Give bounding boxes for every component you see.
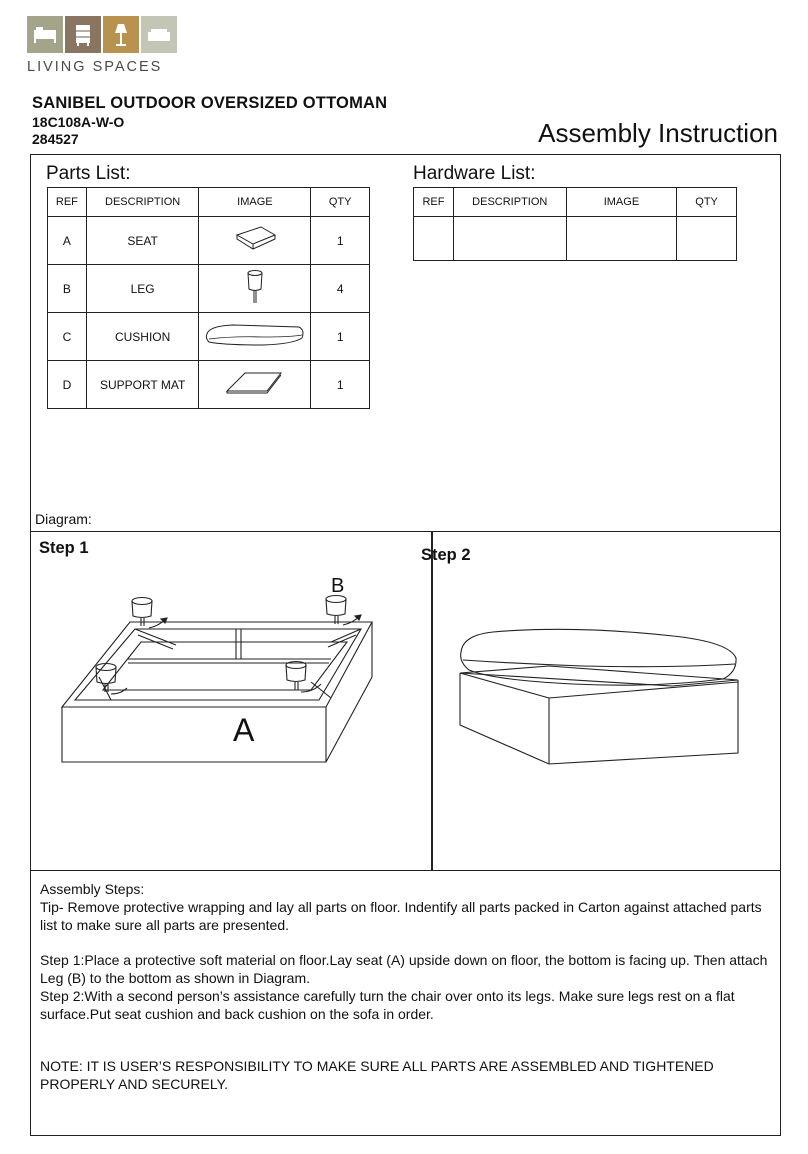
hardware-ref xyxy=(414,217,454,261)
leg-top-right xyxy=(326,596,361,626)
assembly-steps xyxy=(40,880,770,1093)
col-qty: QTY xyxy=(311,188,370,217)
step2-label: Step 2 xyxy=(421,546,471,564)
hardware-image xyxy=(566,217,677,261)
assembly-step1: Step 1:Place a protective soft material on floor.Lay seat (A) upside down on floor, the bottom is facing up. Then attach Leg (B) to the bottom as shown in Diagram. xyxy=(40,952,768,986)
document-title: Assembly Instruction xyxy=(538,118,778,148)
part-qty: 1 xyxy=(311,217,370,265)
part-image xyxy=(199,361,311,409)
step1-label: Step 1 xyxy=(39,539,89,557)
hardware-list-heading: Hardware List: xyxy=(413,163,536,184)
part-description: CUSHION xyxy=(86,313,199,361)
part-ref: D xyxy=(48,361,87,409)
logo-tile-lamp xyxy=(103,16,139,53)
assembly-heading: Assembly Steps: xyxy=(40,881,145,897)
part-qty: 1 xyxy=(311,313,370,361)
part-image xyxy=(199,265,311,313)
diagram-panel xyxy=(30,531,781,871)
col-description: DESCRIPTION xyxy=(86,188,199,217)
step1-illustration xyxy=(31,532,429,870)
part-description: LEG xyxy=(86,265,199,313)
assembly-note: NOTE: IT IS USER’S RESPONSIBILITY TO MAKE SURE ALL PARTS ARE ASSEMBLED AND TIGHTENED PROPERLY AND SECURELY. xyxy=(40,1058,714,1092)
col-ref: REF xyxy=(48,188,87,217)
hardware-qty xyxy=(677,217,737,261)
col-qty: QTY xyxy=(677,188,737,217)
logo-tile-sofa xyxy=(141,16,177,53)
brand-logo xyxy=(27,16,181,76)
hardware-list-table xyxy=(413,187,737,261)
part-description: SEAT xyxy=(86,217,199,265)
part-image xyxy=(199,313,311,361)
hardware-description xyxy=(453,217,566,261)
assembly-step2: Step 2:With a second person’s assistance carefully turn the chair over onto its legs. Make sure legs rest on a flat surface.Put seat cushion and back cushion on the sofa in order. xyxy=(40,988,735,1022)
lamp-icon xyxy=(110,22,132,48)
col-description: DESCRIPTION xyxy=(453,188,566,217)
col-ref: REF xyxy=(414,188,454,217)
parts-header-row xyxy=(48,188,370,217)
cushion-icon xyxy=(203,318,307,352)
parts-list-table xyxy=(47,187,370,409)
hardware-header-row xyxy=(414,188,737,217)
dresser-icon xyxy=(73,23,93,47)
table-row xyxy=(48,265,370,313)
table-row xyxy=(48,217,370,265)
table-row xyxy=(48,361,370,409)
leg-icon xyxy=(240,267,270,307)
col-image: IMAGE xyxy=(566,188,677,217)
sofa-icon xyxy=(146,26,172,44)
logo-tile-bed xyxy=(27,16,63,53)
callout-leg: B xyxy=(331,575,345,597)
part-image xyxy=(199,217,311,265)
part-qty: 1 xyxy=(311,361,370,409)
part-ref: C xyxy=(48,313,87,361)
product-title: SANIBEL OUTDOOR OVERSIZED OTTOMAN xyxy=(32,94,388,112)
product-item-number: 284527 xyxy=(32,131,79,147)
part-description: SUPPORT MAT xyxy=(86,361,199,409)
brand-name: LIVING SPACES xyxy=(27,59,163,75)
diagram-heading: Diagram: xyxy=(35,511,92,527)
part-ref: B xyxy=(48,265,87,313)
col-image: IMAGE xyxy=(199,188,311,217)
assembly-tip: Tip- Remove protective wrapping and lay all parts on floor. Indentify all parts packed in Carton against attached parts list to make sure all parts are presented. xyxy=(40,899,762,933)
seat-frame-icon xyxy=(225,223,285,255)
support-mat-icon xyxy=(223,368,287,398)
leg-top-left xyxy=(132,598,167,629)
callout-seat: A xyxy=(233,712,255,748)
logo-tile-dresser xyxy=(65,16,101,53)
leg-bottom-right xyxy=(286,662,321,693)
parts-list-heading: Parts List: xyxy=(46,163,131,184)
table-row xyxy=(414,217,737,261)
bed-icon xyxy=(32,25,58,45)
table-row xyxy=(48,313,370,361)
product-sku: 18C108A-W-O xyxy=(32,114,125,130)
part-ref: A xyxy=(48,217,87,265)
step2-illustration xyxy=(433,532,781,870)
part-qty: 4 xyxy=(311,265,370,313)
